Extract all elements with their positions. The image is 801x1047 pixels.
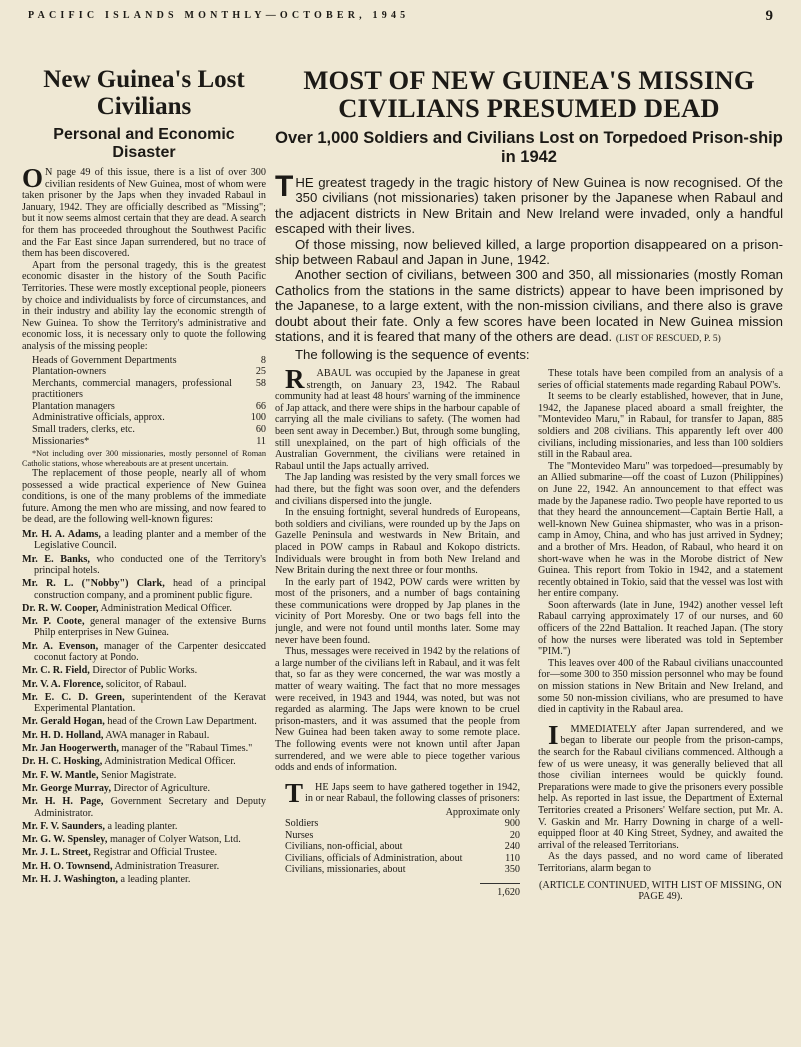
approximate-label: Approximate only	[445, 806, 520, 818]
left-paragraph-3: The replacement of those people, nearly all of whom possessed a wide practical experience of New Guinea conditions, is one of the many problems of the immediate future. Among the men who are missing, and now feared to be dead, are the following well-known figures:	[22, 468, 266, 526]
list-item: Mr. R. L. ("Nobby") Clark, head of a principal construction company, and a prominent public figure.	[22, 578, 266, 601]
list-item: Mr. Jan Hoogerwerth, manager of the "Rabaul Times."	[22, 743, 253, 755]
list-item: Mr. E. C. D. Green, superintendent of the Keravat Experimental Plantation.	[22, 691, 266, 715]
column-b-paragraph-2: It seems to be clearly established, however, that in June, 1942, the Japanese placed aboard a small freighter, the "Montevideo Maru," in Rabaul, for transfer to Japan, 885 soldiers and 208 civilians. This apparently left over 400 civilians, including missionaries, and less than 100 soldiers still in the Rabaul area.	[538, 391, 783, 461]
column-b-paragraph-1: These totals have been compiled from an analysis of a series of official statements made regarding Rabaul POW's.	[538, 368, 783, 391]
page-number: 9	[765, 8, 773, 24]
column-a-paragraph-2: The Jap landing was resisted by the very small forces we had there, but the fight was soon over, and the defenders and civilians dispersed into the jungle.	[275, 472, 520, 507]
list-item: Mr. E. Banks, who conducted one of the Territory's principal hotels.	[22, 553, 266, 576]
list-item: Dr. R. W. Cooper, Administration Medical Officer.	[22, 602, 232, 614]
table-row: Civilians, non-official, about 240	[285, 841, 520, 853]
left-paragraph-2: Apart from the personal tragedy, this is the greatest economic disaster in the history of the South Pacific Territories. These were mostly exceptional people, pioneers by choice and individualists by force of circumstances, and in their industry and ability lay the economic strength of New Guinea. To show the Territory's administrative and economic loss, it is necessary only to quote the following analysis of the missing people:	[22, 259, 266, 352]
left-article-title: New Guinea's Lost Civilians	[43, 66, 245, 120]
list-item: Mr. G. W. Spensley, manager of Colyer Watson, Ltd.	[22, 834, 241, 846]
right-article-title: MOST OF NEW GUINEA'S MISSING CIVILIANS PRESUMED DEAD	[303, 66, 755, 123]
list-item: Mr. V. A. Florence, solicitor, of Rabaul.	[22, 678, 187, 690]
list-item: Mr. H. H. Page, Government Secretary and Deputy Administrator.	[22, 796, 266, 819]
occupation-row: Plantation-owners 25	[32, 366, 266, 378]
list-item: Mr. A. Evenson, manager of the Carpenter desiccated coconut factory at Pondo.	[22, 640, 266, 663]
continued-note: (ARTICLE CONTINUED, WITH LIST OF MISSING, ON PAGE 49).	[539, 879, 782, 903]
prisoner-classes-table	[275, 807, 520, 875]
occupation-table	[22, 355, 266, 448]
occupation-row: Heads of Government Departments 8	[32, 354, 266, 366]
missionaries-footnote: *Not including over 300 missionaries, mostly personnel of Roman Catholic stations, whose whereabouts are at present uncertain.	[22, 449, 266, 468]
list-item: Mr. H. A. Adams, a leading planter and a member of the Legislative Council.	[22, 529, 266, 552]
left-article	[22, 66, 266, 1041]
rescued-list-reference: (LIST OF RESCUED, P. 5)	[615, 334, 721, 345]
list-item: Mr. P. Coote, general manager of the extensive Burns Philp enterprises in New Guinea.	[22, 616, 266, 639]
running-title: PACIFIC ISLANDS MONTHLY—OCTOBER, 1945	[28, 10, 410, 21]
left-article-subtitle: Personal and Economic Disaster	[53, 126, 235, 161]
page-header	[28, 8, 773, 30]
table-row: Civilians, missionaries, about 350	[285, 864, 520, 875]
list-item: Mr. H. O. Townsend, Administration Treasurer.	[22, 860, 220, 872]
occupation-row: Small traders, clerks, etc. 60	[32, 424, 266, 436]
table-row: Civilians, officials of Administration, about 110	[285, 852, 520, 864]
list-item: Mr. H. D. Holland, AWA manager in Rabaul.	[22, 729, 210, 741]
column-b-paragraph-7: As the days passed, and no word came of liberated Territorians, alarm began to	[538, 851, 783, 874]
missing-people-list	[22, 529, 266, 885]
list-item: Mr. H. J. Washington, a leading planter.	[22, 874, 191, 886]
right-article	[275, 66, 783, 1041]
column-b-paragraph-5: This leaves over 400 of the Rabaul civilians unaccounted for—some 300 to 350 mission personnel who may be found on mission stations in New Britain and New Ireland, and some 50 non-mission civilians, who are presumed to have died in captivity in the Rabaul area.	[538, 657, 783, 716]
list-item: Mr. George Murray, Director of Agriculture.	[22, 782, 211, 794]
list-item: Mr. J. L. Street, Registrar and Official Trustee.	[22, 847, 218, 859]
intro-paragraph-2: Of those missing, now believed killed, a large proportion disappeared on a prison-ship between Rabaul and Japan in June, 1942.	[275, 236, 783, 268]
list-item: Mr. C. R. Field, Director of Public Works.	[22, 665, 198, 677]
intro-paragraph-4: The following is the sequence of events:	[295, 347, 530, 363]
occupation-row: Missionaries* 11	[32, 435, 266, 447]
column-a-paragraph-1: RABAUL was occupied by the Japanese in great strength, on January 23, 1942. The Rabaul community had at least 48 hours' warning of the imminence of Jap attack, and there were ships in the harbour capable of carrying all the male civilians to safety. (The women had been sent away in December.) But, through some bungling, still unexplained, on the part of high officials of the Australian Government, the civilians were retained in Rabaul until the Japs actually arrived.	[275, 364, 520, 472]
column-a-paragraph-3: In the ensuing fortnight, several hundreds of Europeans, both soldiers and civilians, were rounded up by the Japs on Gazelle Peninsula and westwards in New Britain, and placed in POW camps in Rabaul and Kokopo districts. Individuals were brought in from both New Ireland and New Britain during the next three or four months.	[275, 507, 520, 577]
occupation-row: Plantation managers 66	[32, 400, 266, 412]
column-b-paragraph-3: The "Montevideo Maru" was torpedoed—presumably by an Allied submarine—off the coast of Luzon (Philippines) on June 22, 1942. An announcement to that effect was made by the Japanese radio. Two people have reported to us that they heard the announcement—Captain Bertie Hall, a well-known New Guinea shipmaster, who was in a prison-camp in Amoy, China, and who has just arrived in Sydney; and a brother of Mrs. Headon, of Rabaul, who heard it on short-wave when he was in the Morobe district of New Guinea. This report from Tokio in 1942, and a statement recently obtained in Tokio, said that the vessel was lost with her entire company.	[538, 460, 783, 600]
intro-paragraph-3: Another section of civilians, between 300 and 350, all missionaries (mostly Roman Catholics from the stations in the same districts) appear to have been imprisoned by the Japanese, to a large extent, with the non-mission civilians, and there also is grave doubt about their fate. Only a few scores have been located in New Guinea mission stations, and it is feared that many of the others are dead. (LIST OF RESCUED, P. 5)	[275, 267, 783, 345]
left-article-body	[22, 163, 266, 886]
right-article-subtitle: Over 1,000 Soldiers and Civilians Lost on Torpedoed Prison-ship in 1942	[275, 129, 783, 166]
table-row: Soldiers 900	[285, 818, 520, 830]
intro-paragraph-1: THE greatest tragedy in the tragic history of New Guinea is now recognised. Of the 350 civilians (not missionaries) taken prisoner by the Japanese when Rabaul and the adjacent districts in New Britain and New Ireland were invaded, only a handful escaped with their lives.	[275, 170, 783, 237]
right-article-intro	[275, 170, 783, 363]
prisoners-total: 1,620	[480, 883, 520, 898]
right-column-b	[538, 368, 783, 903]
column-a-paragraph-4: In the early part of 1942, POW cards were written by most of the prisoners, and a number of bags containing these communications were dropped by Jap planes in the vicinity of Port Moresby. One or two bags fell into the jungle, and were not found until months later. Some may never have been found.	[275, 576, 520, 646]
occupation-row: Administrative officials, approx. 100	[32, 412, 266, 424]
occupation-row: Merchants, commercial managers, professional practitioners 58	[32, 377, 266, 401]
list-item: Mr. F. V. Saunders, a leading planter.	[22, 820, 178, 832]
column-b-paragraph-4: Soon afterwards (late in June, 1942) another vessel left Rabaul carrying approximately 17 of our nurses, and 60 officers of the 22nd Battalion. It reached Japan. (The story of how the nurses were liberated was told in September "PIM.")	[538, 599, 783, 658]
list-item: Mr. F. W. Mantle, Senior Magistrate.	[22, 769, 177, 781]
column-a-paragraph-5: Thus, messages were received in 1942 by the relations of a large number of the civilians left in Rabaul, and it was felt that, so far as they were concerned, the war was mostly a matter of weary waiting. The fact that no more messages were received, in 1943 and 1944, was noted, but was not regarded as alarming. The Japs were known to be cruel prison-masters, and it was assumed that the people from New Guinea had been taken away to some remote place. The following events were not known until after Japan surrendered, and we were able to piece together various odds and ends of information.	[275, 646, 520, 774]
column-b-paragraph-6: IMMEDIATELY after Japan surrendered, and we began to liberate our people from the prison-camps, the search for the Rabaul civilians commenced. Although a few of us were uneasy, it was generally believed that all those civilian internees would be quickly found. Preparations were made to give the prisoners every possible help. As reported in last issue, the Department of External Territories created a Prisoners' Welfare section, put Mr. A. V. Gaskin and Mr. Harry Downing in charge of a well-equipped floor at 40 King Street, Sydney, and awaited the arrival of the released Territorians.	[538, 719, 783, 851]
list-item: Dr. H. C. Hosking, Administration Medical Officer.	[22, 756, 236, 768]
table-row: Nurses 20	[285, 829, 520, 841]
list-item: Mr. Gerald Hogan, head of the Crown Law Department.	[22, 716, 257, 728]
column-a-paragraph-6: THE Japs seem to have gathered together in 1942, in or near Rabaul, the following classes of prisoners:	[285, 777, 520, 808]
right-column-a	[275, 364, 520, 899]
left-paragraph-1: ON page 49 of this issue, there is a list of over 300 civilian residents of New Guinea, most of whom were taken prisoner by the Japs when they invaded Rabaul in January, 1942. They are officially described as "Missing"; but it now seems almost certain that they are dead. A search for them has proceeded throughout the Southwest Pacific and the Far East since Japan surrendered, but no trace of them has been discovered.	[22, 163, 266, 260]
